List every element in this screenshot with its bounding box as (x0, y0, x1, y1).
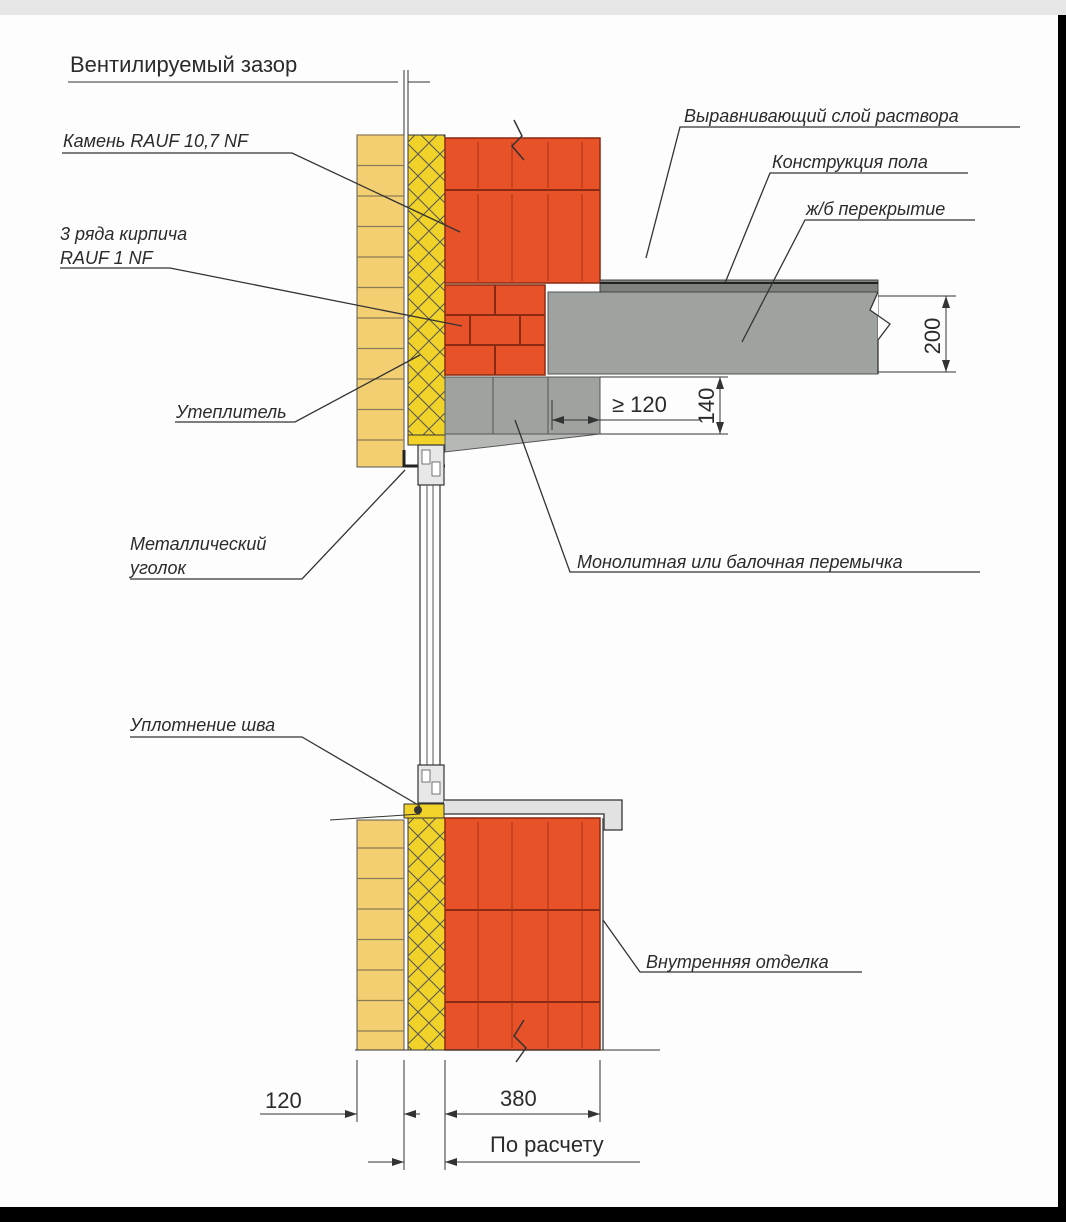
insulation-upper (408, 135, 445, 445)
label-lintel: Монолитная или балочная перемычка (577, 552, 903, 572)
stone-rauf-lower (445, 818, 603, 1062)
label-metal-angle-1: Металлический (130, 534, 267, 554)
dim-bearing: ≥ 120 (612, 392, 667, 417)
dim-lintel-height: 140 (694, 387, 719, 425)
label-floor-structure: Конструкция пола (772, 152, 928, 172)
label-insulation: Утеплитель (176, 402, 287, 422)
label-leveling-layer: Выравнивающий слой раствора (684, 106, 959, 126)
label-slab: ж/б перекрытие (806, 199, 946, 219)
label-brick-rows-1: 3 ряда кирпича (60, 224, 188, 244)
brick-rows-rauf-1nf (445, 285, 545, 375)
label-metal-angle-2: уголок (130, 558, 186, 578)
dim-slab-thickness: 200 (920, 317, 945, 355)
dim-wall-thickness: 380 (500, 1086, 537, 1111)
seam-seal (404, 804, 444, 818)
label-seam-seal: Уплотнение шва (130, 715, 276, 735)
label-stone: Камень RAUF 10,7 NF (63, 131, 249, 151)
label-interior-finish: Внутренняя отделка (646, 952, 829, 972)
label-vent-gap: Вентилируемый зазор (70, 52, 298, 77)
concrete-slab (548, 280, 890, 374)
stone-rauf-upper (445, 120, 600, 283)
facing-brick-lower (357, 820, 404, 1050)
vent-gap-dimension (68, 70, 430, 135)
label-brick-rows-2: RAUF 1 NF (60, 248, 153, 268)
window-frame (418, 445, 444, 803)
insulation-lower (408, 818, 445, 1050)
dim-facing-thickness: 120 (265, 1088, 302, 1113)
dim-by-calc: По расчету (490, 1132, 604, 1157)
facing-brick-upper (357, 135, 404, 467)
